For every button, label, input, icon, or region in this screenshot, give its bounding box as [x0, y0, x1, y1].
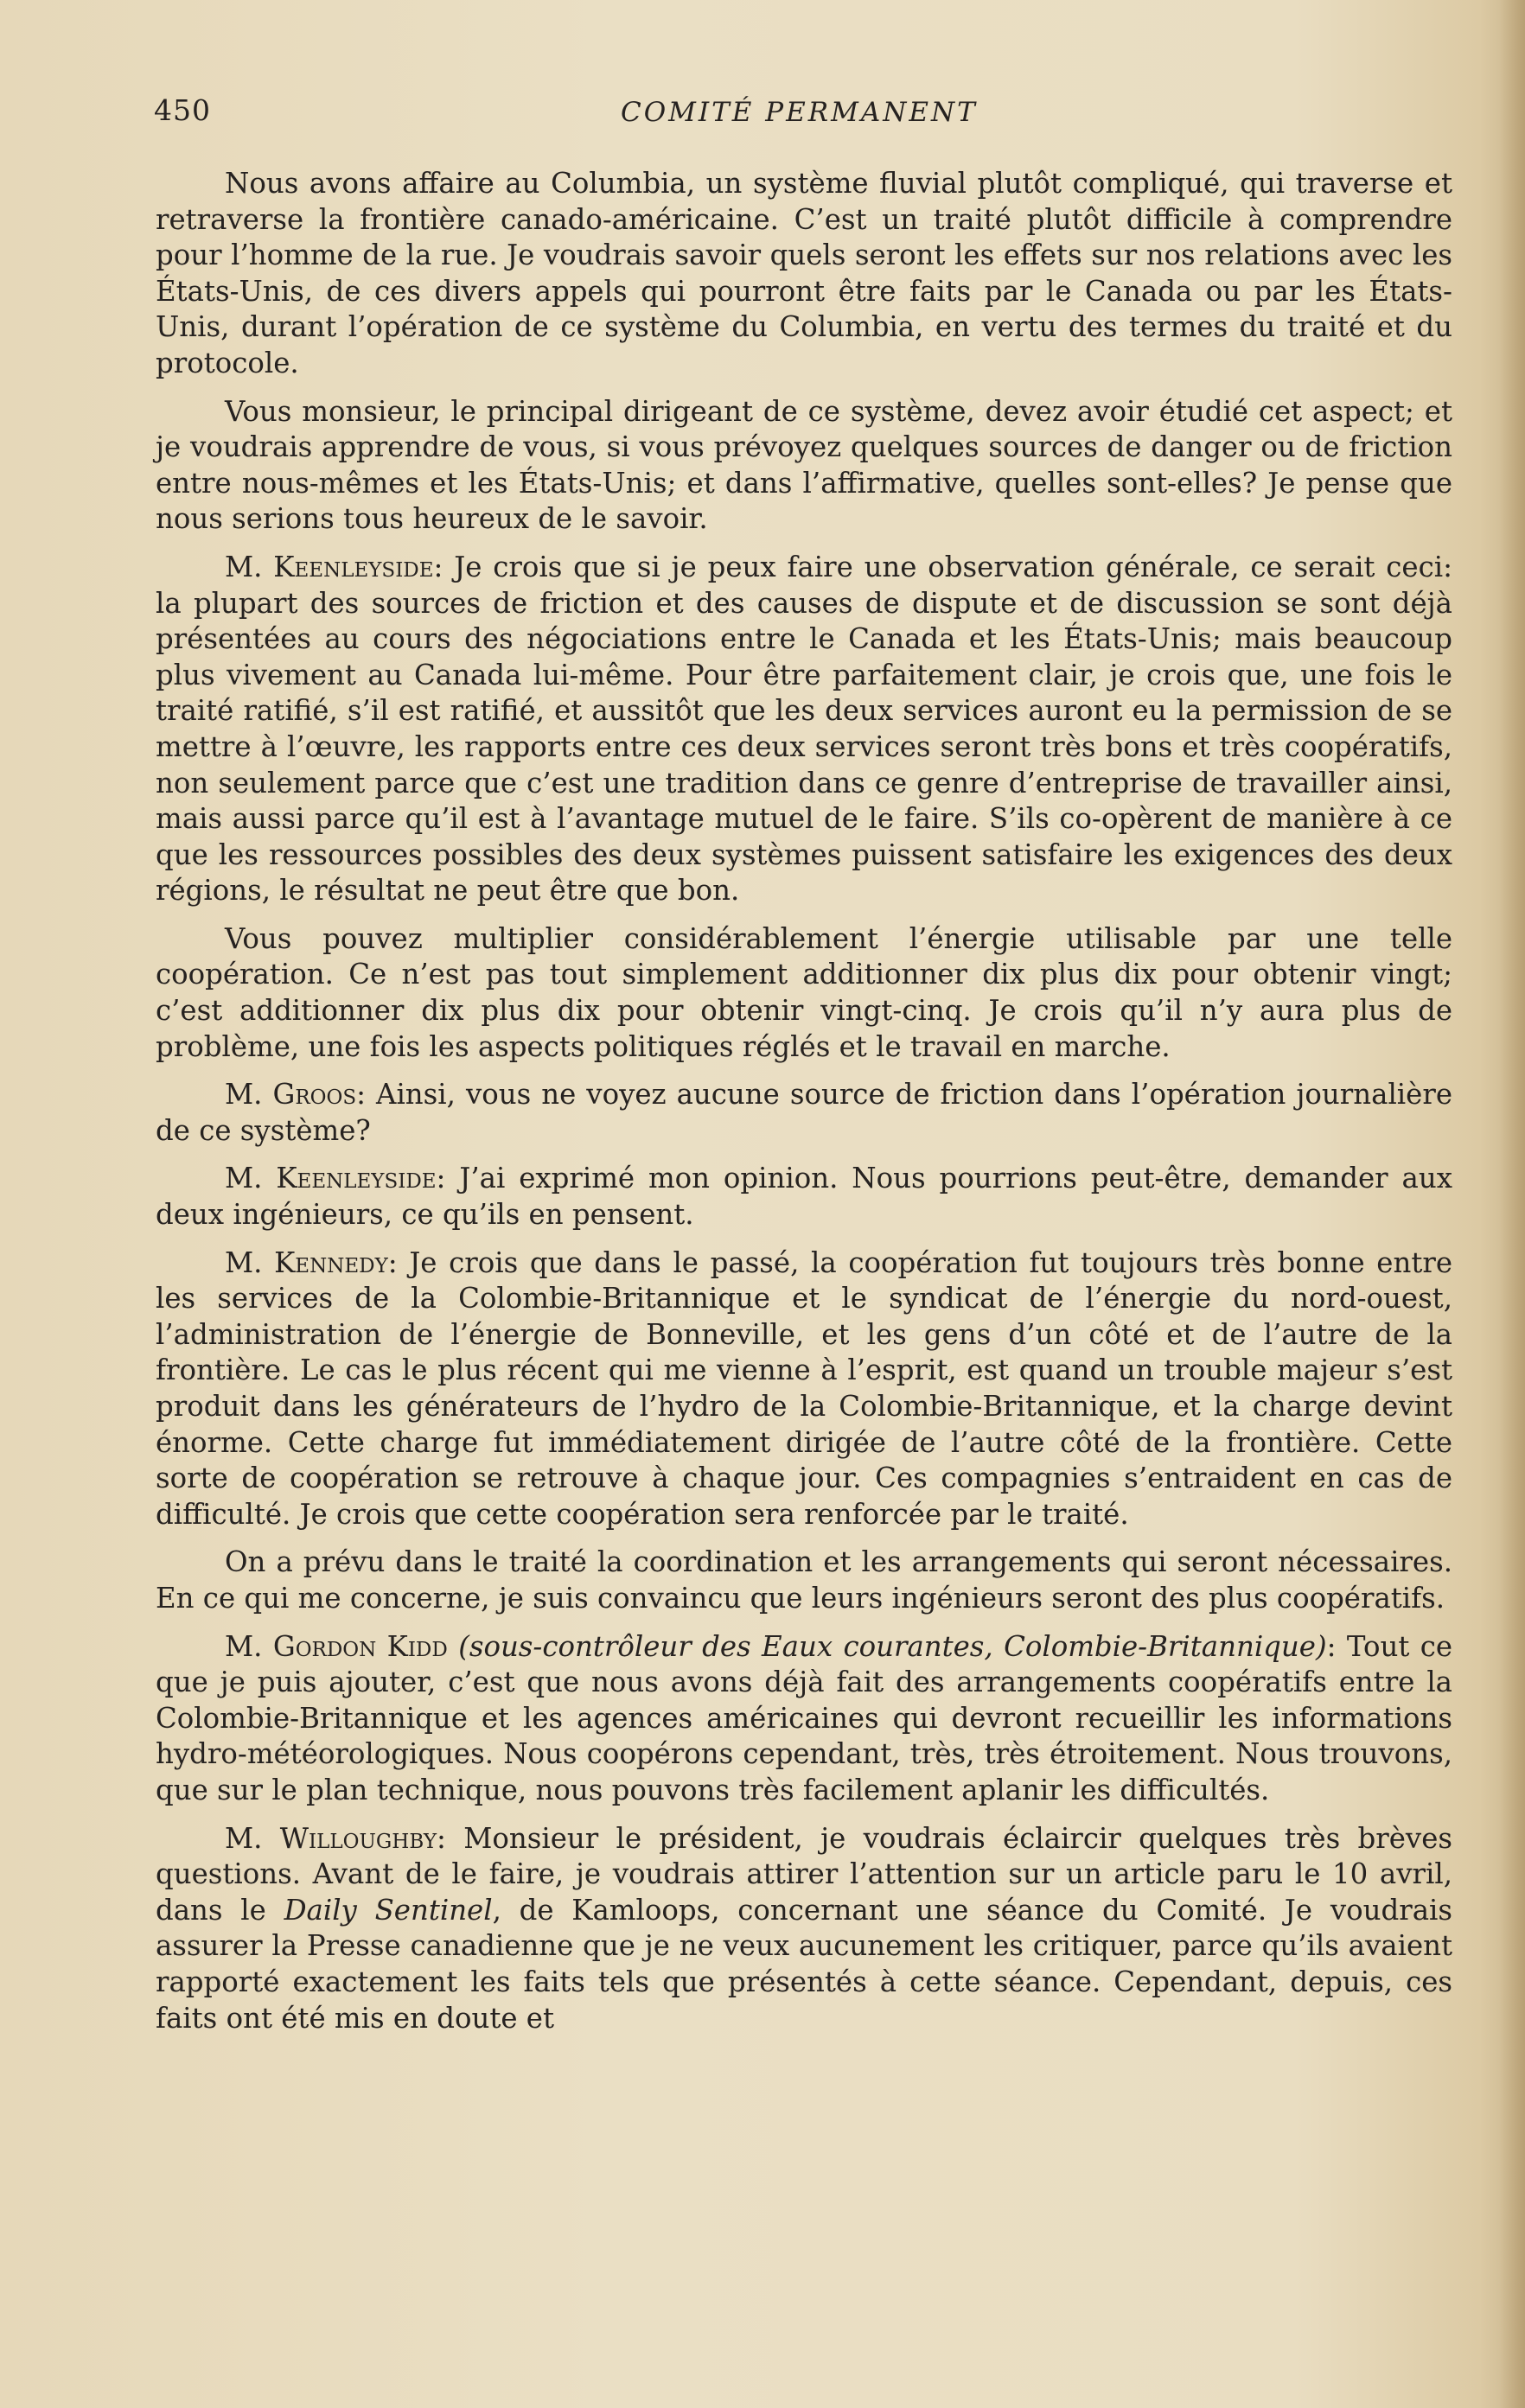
speaker-name: M. Groos: [225, 1078, 367, 1112]
paragraph-text: : Tout ce que je puis ajouter, c’est que nous avons déjà fait des arrangements coopératifs entre la Colombie-Britannique et les agences américaines qui devront recueillir les informations hydro-météorologiques. Nous coopérons cependant, très, très étroitement. Nous trouvons, que sur le plan technique, nous pouvons très facilement aplanir les difficultés. [156, 1629, 1453, 1806]
speaker-name: M. Willoughby: [225, 1821, 446, 1855]
paragraph [156, 1629, 1452, 1809]
speaker-name: M. Keenleyside: [225, 550, 443, 583]
paragraph [156, 166, 1452, 382]
paragraph-text: Monsieur le président, je voudrais éclaircir quelques très brèves questions. Avant de le faire, je voudrais attirer l’attention sur un article paru le 10 avril, dans le [156, 1821, 1452, 1927]
paragraph-text: Ainsi, vous ne voyez aucune source de friction dans l’opération journalière de ce système? [156, 1078, 1452, 1147]
page-edge-shadow [1499, 0, 1525, 2408]
paragraph-text: Je crois que si je peux faire une observation générale, ce serait ceci: la plupart des sources de friction et des causes de dispute et de discussion se sont déjà présentées au cours des négociations entre le Canada et les États-Unis; mais beaucoup plus vivement au Canada lui-même. Pour être parfaitement clair, je crois que, une fois le traité ratifié, s’il est ratifié, et aussitôt que les deux services auront eu la permission de se mettre à l’œuvre, les rapports entre ces deux services seront très bons et très coopératifs, non seulement parce que c’est une tradition dans ce genre d’entreprise de travailler ainsi, mais aussi parce qu’il est à l’avantage mutuel de le faire. S’ils co-opèrent de manière à ce que les ressources possibles des deux systèmes puissent satisfaire les exigences des deux régions, le résultat ne peut être que bon. [156, 550, 1452, 908]
paragraph [156, 550, 1452, 909]
paragraph-text: On a prévu dans le traité la coordination et les arrangements qui seront nécessaires. En ce qui me concerne, je suis convaincu que leurs ingénieurs seront des plus coopératifs. [156, 1545, 1452, 1615]
paragraph [156, 1077, 1452, 1149]
running-head [154, 93, 1451, 137]
paragraph-text: , de Kamloops, concernant une séance du Comité. Je voudrais assurer la Presse canadienne que je ne veux aucunement les critiquer, parce qu’ils avaient rapporté exactement les faits tels que présentés à cette séance. Cependant, depuis, ces faits ont été mis en doute et [156, 1893, 1453, 2035]
running-title: COMITÉ PERMANENT [621, 97, 978, 128]
paragraph [156, 921, 1452, 1065]
paragraph [156, 394, 1452, 538]
publication-title: Daily Sentinel [284, 1893, 493, 1927]
paragraph [156, 1821, 1452, 2037]
page-number: 450 [154, 93, 211, 127]
paragraph-text: J’ai exprimé mon opinion. Nous pourrions peut-être, demander aux deux ingénieurs, ce qu’ils en pensent. [156, 1162, 1452, 1232]
paragraph-text: Vous pouvez multiplier considérablement l’énergie utilisable par une telle coopération. Ce n’est pas tout simplement additionner dix plus dix pour obtenir vingt; c’est additionner dix plus dix pour obtenir vingt-cinq. Je crois qu’il n’y aura plus de problème, une fois les aspects politiques réglés et le travail en marche. [156, 921, 1452, 1063]
paragraph-text: Nous avons affaire au Columbia, un système fluvial plutôt compliqué, qui traverse et retraverse la frontière canado-américaine. C’est un traité plutôt difficile à comprendre pour l’homme de la rue. Je voudrais savoir quels seront les effets sur nos relations avec les États-Unis, de ces divers appels qui pourront être faits par le Canada ou par les États-Unis, durant l’opération de ce système du Columbia, en vertu des termes du traité et du protocole. [156, 167, 1452, 379]
page-body [156, 166, 1452, 2048]
paragraph-text: Vous monsieur, le principal dirigeant de ce système, devez avoir étudié cet aspect; et je voudrais apprendre de vous, si vous prévoyez quelques sources de danger ou de friction entre nous-mêmes et les États-Unis; et dans l’affirmative, quelles sont-elles? Je pense que nous serions tous heureux de le savoir. [156, 394, 1452, 536]
speaker-name: M. Kennedy: [225, 1245, 398, 1279]
speaker-name: M. Gordon Kidd [225, 1629, 448, 1663]
speaker-name: M. Keenleyside: [225, 1162, 446, 1195]
paragraph [156, 1161, 1452, 1233]
paragraph [156, 1245, 1452, 1533]
paragraph [156, 1545, 1452, 1616]
paragraph-text: Je crois que dans le passé, la coopération fut toujours très bonne entre les services de la Colombie-Britannique et le syndicat de l’énergie du nord-ouest, l’administration de l’énergie de Bonneville, et les gens d’un côté et de l’autre de la frontière. Le cas le plus récent qui me vienne à l’esprit, est quand un trouble majeur s’est produit dans les générateurs de l’hydro de la Colombie-Britannique, et la charge devint énorme. Cette charge fut immédiatement dirigée de l’autre côté de la frontière. Cette sorte de coopération se retrouve à chaque jour. Ces compagnies s’entraident en cas de difficulté. Je crois que cette coopération sera renforcée par le traité. [156, 1245, 1452, 1531]
speaker-role: (sous-contrôleur des Eaux courantes, Colombie-Britannique) [447, 1629, 1327, 1663]
